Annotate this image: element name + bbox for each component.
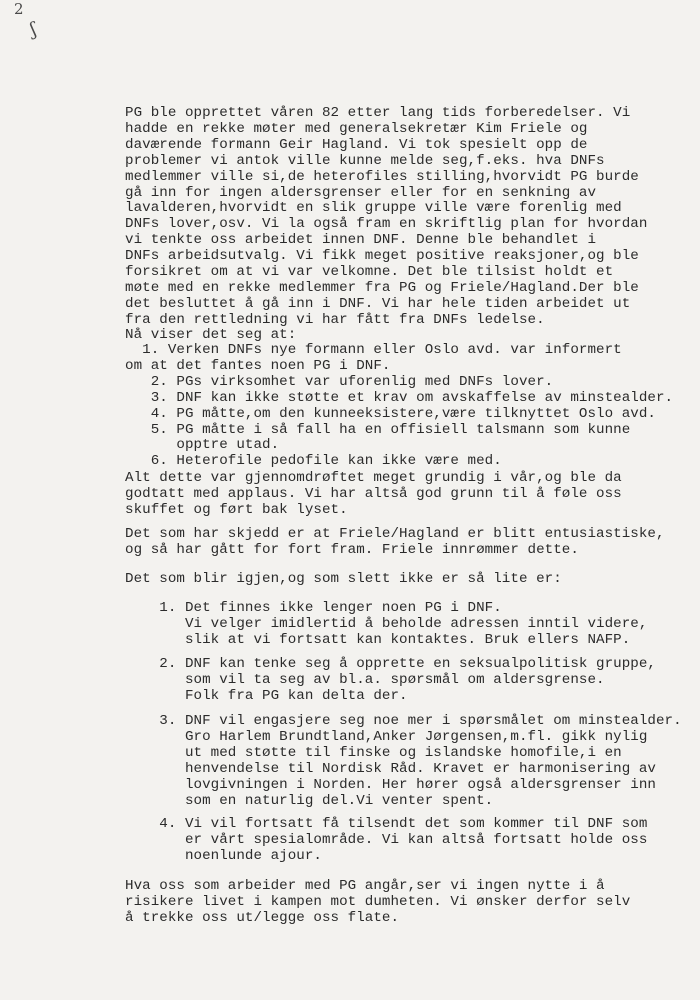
applause-paragraph-line: Alt dette var gjennomdrøftet meget grundig i vår,og ble da: [125, 470, 622, 486]
intro-paragraph-line: det besluttet å gå inn i DNF. Vi har hele tiden arbeidet ut: [125, 295, 631, 312]
intro-paragraph-line: gå inn for ingen aldersgrenser eller for en senkning av: [125, 184, 597, 201]
now-list-line: 6. Heterofile pedofile kan ikke være med.: [125, 453, 502, 470]
intro-paragraph-line: vi tenkte oss arbeidet innen DNF. Denne ble behandlet i: [125, 232, 597, 249]
intro-paragraph-line: forsikret om at vi var velkomne. Det ble tilsist holdt et: [125, 264, 614, 280]
remains-item-2-line: som vil ta seg av bl.a. spørsmål om aldersgrense.: [125, 671, 605, 688]
remains-item-3-line: som en naturlig del.Vi venter spent.: [125, 792, 494, 809]
closing-paragraph-line: å trekke oss ut/legge oss flate.: [125, 909, 400, 926]
now-heading: Nå viser det seg at:: [125, 327, 297, 343]
remains-item-3-line: Gro Harlem Brundtland,Anker Jørgensen,m.fl. gikk nylig: [125, 728, 648, 745]
intro-paragraph-line: hadde en rekke møter med generalsekretær Kim Friele og: [125, 120, 588, 137]
page-number: 2: [14, 0, 24, 18]
enthusiastic-paragraph-line: Det som har skjedd er at Friele/Hagland er blitt entusiastiske,: [125, 526, 665, 542]
remains-item-4-line: noenlunde ajour.: [125, 847, 322, 864]
remains-item-1-line: 1. Det finnes ikke lenger noen PG i DNF.: [125, 600, 502, 616]
enthusiastic-paragraph-line: og så har gått for fort fram. Friele innrømmer dette.: [125, 541, 579, 558]
intro-paragraph-line: lavalderen,hvorvidt en slik gruppe ville være forenlig med: [125, 200, 622, 217]
now-list-line: om at det fantes noen PG i DNF.: [125, 357, 391, 374]
remains-item-3-line: 3. DNF vil engasjere seg noe mer i spørsmålet om minstealder.: [125, 713, 682, 729]
intro-paragraph-line: PG ble opprettet våren 82 etter lang tids forberedelser. Vi: [125, 105, 631, 121]
now-list-line: 3. DNF kan ikke støtte et krav om avskaffelse av minstealder.: [125, 389, 674, 406]
intro-paragraph-line: medlemmer ville si,de heterofiles stilling,hvorvidt PG burde: [125, 168, 639, 185]
remains-item-1-line: slik at vi fortsatt kan kontaktes. Bruk ellers NAFP.: [125, 631, 631, 648]
remains-item-4-line: 4. Vi vil fortsatt få tilsendt det som kommer til DNF som: [125, 816, 648, 832]
now-list-line: 5. PG måtte i så fall ha en offisiell talsmann som kunne: [125, 421, 631, 438]
intro-paragraph-line: DNFs arbeidsutvalg. Vi fikk meget positive reaksjoner,og ble: [125, 248, 639, 265]
closing-paragraph-line: Hva oss som arbeider med PG angår,ser vi ingen nytte i å: [125, 878, 605, 894]
remains-item-4-line: er vårt spesialområde. Vi kan altså fortsatt holde oss: [125, 831, 648, 848]
intro-paragraph-line: problemer vi antok ville kunne melde seg,f.eks. hva DNFs: [125, 152, 605, 169]
applause-paragraph-line: godtatt med applaus. Vi har altså god grunn til å føle oss: [125, 485, 622, 502]
remains-heading: Det som blir igjen,og som slett ikke er så lite er:: [125, 571, 562, 587]
intro-paragraph-line: fra den rettledning vi har fått fra DNFs ledelse.: [125, 311, 545, 328]
now-list-line: 1. Verken DNFs nye formann eller Oslo avd. var informert: [125, 342, 622, 358]
closing-paragraph-line: risikere livet i kampen mot dumheten. Vi ønsker derfor selv: [125, 893, 631, 910]
remains-item-3-line: lovgivningen i Norden. Her hører også aldersgrenser inn: [125, 776, 656, 793]
remains-item-1-line: Vi velger imidlertid å beholde adressen inntil videre,: [125, 615, 648, 632]
intro-paragraph-line: daværende formann Geir Hagland. Vi tok spesielt opp de: [125, 136, 588, 153]
applause-paragraph-line: skuffet og ført bak lyset.: [125, 501, 348, 518]
now-list-line: 2. PGs virksomhet var uforenlig med DNFs lover.: [125, 373, 554, 390]
margin-mark: ʃ: [28, 18, 39, 41]
now-list-line: opptre utad.: [125, 437, 280, 454]
remains-item-3-line: henvendelse til Nordisk Råd. Kravet er harmonisering av: [125, 760, 656, 777]
intro-paragraph-line: møte med en rekke medlemmer fra PG og Friele/Hagland.Der ble: [125, 279, 639, 296]
remains-item-2-line: Folk fra PG kan delta der.: [125, 687, 408, 704]
intro-paragraph-line: DNFs lover,osv. Vi la også fram en skriftlig plan for hvordan: [125, 216, 648, 233]
now-list-line: 4. PG måtte,om den kunneeksistere,være tilknyttet Oslo avd.: [125, 405, 656, 422]
remains-item-2-line: 2. DNF kan tenke seg å opprette en seksualpolitisk gruppe,: [125, 656, 656, 672]
remains-item-3-line: ut med støtte til finske og islandske homofile,i en: [125, 744, 622, 761]
